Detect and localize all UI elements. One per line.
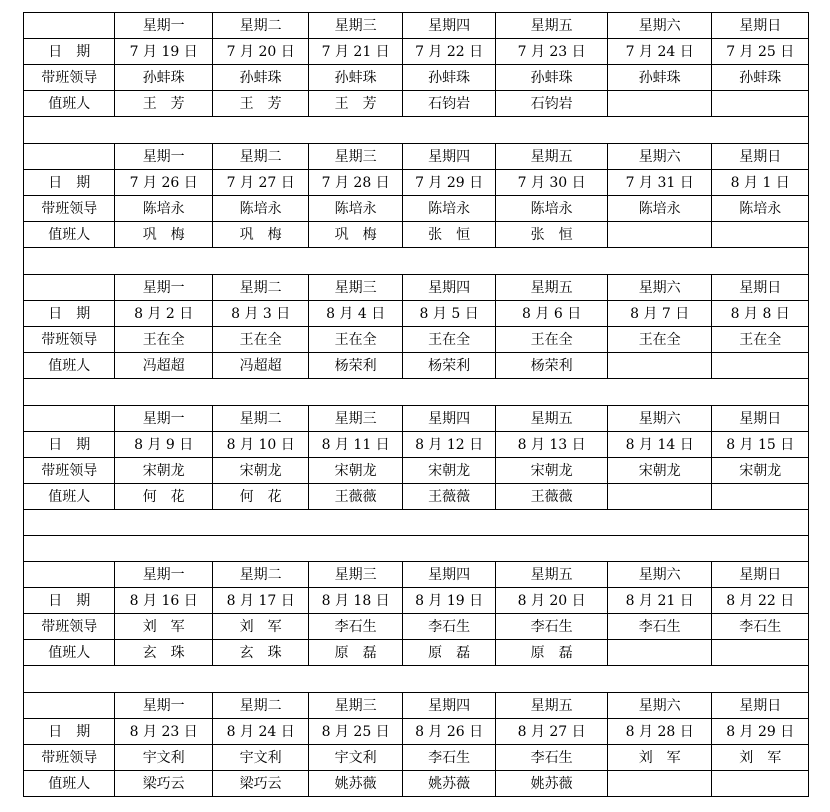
row-label-empty [24,275,115,301]
weekday-header: 星期一 [115,406,212,432]
leader-cell: 陈培永 [309,196,402,222]
leader-cell: 宋朝龙 [115,458,212,484]
date-cell: 7 月 25 日 [712,39,809,65]
on-duty-cell [712,771,809,797]
weekday-header: 星期六 [607,144,712,170]
week-separator-row [24,666,809,693]
leader-row [24,614,809,640]
leader-cell: 王在全 [115,327,212,353]
date-cell: 7 月 20 日 [212,39,308,65]
leader-cell: 孙蚌珠 [607,65,712,91]
on-duty-cell [607,771,712,797]
date-cell: 8 月 21 日 [607,588,712,614]
leader-cell: 孙蚌珠 [402,65,495,91]
leader-cell: 王在全 [309,327,402,353]
week-separator-row [24,536,809,562]
row-label-leader: 带班领导 [24,327,115,353]
leader-cell: 王在全 [607,327,712,353]
date-row [24,301,809,327]
on-duty-cell: 原 磊 [309,640,402,666]
date-cell: 8 月 17 日 [212,588,308,614]
date-cell: 8 月 22 日 [712,588,809,614]
weekday-header: 星期四 [402,13,495,39]
weekday-header: 星期一 [115,13,212,39]
leader-row [24,745,809,771]
on-duty-cell: 巩 梅 [309,222,402,248]
weekday-header: 星期四 [402,406,495,432]
weekday-header: 星期四 [402,275,495,301]
weekday-header: 星期三 [309,275,402,301]
weekday-header: 星期五 [496,144,608,170]
leader-cell: 刘 军 [712,745,809,771]
leader-cell: 李石生 [496,745,608,771]
on-duty-cell: 玄 珠 [115,640,212,666]
on-duty-cell: 杨荣利 [496,353,608,379]
on-duty-cell: 王 芳 [115,91,212,117]
on-duty-cell: 王 芳 [309,91,402,117]
leader-cell: 李石生 [402,745,495,771]
date-cell: 8 月 16 日 [115,588,212,614]
date-cell: 8 月 4 日 [309,301,402,327]
leader-cell: 李石生 [496,614,608,640]
on-duty-cell: 玄 珠 [212,640,308,666]
on-duty-cell: 原 磊 [402,640,495,666]
leader-cell: 陈培永 [496,196,608,222]
row-label-on-duty: 值班人 [24,484,115,510]
weekday-header: 星期五 [496,275,608,301]
on-duty-cell: 何 花 [212,484,308,510]
on-duty-row [24,484,809,510]
weekday-header: 星期五 [496,562,608,588]
row-label-leader: 带班领导 [24,745,115,771]
on-duty-cell [607,640,712,666]
leader-cell: 宇文利 [212,745,308,771]
weekday-header: 星期二 [212,13,308,39]
leader-cell: 宋朝龙 [607,458,712,484]
weekday-header: 星期五 [496,406,608,432]
week-separator [24,248,809,275]
on-duty-cell [607,222,712,248]
on-duty-cell: 梁巧云 [115,771,212,797]
on-duty-row [24,640,809,666]
leader-row [24,65,809,91]
date-cell: 7 月 30 日 [496,170,608,196]
leader-cell: 王在全 [212,327,308,353]
weekday-header: 星期三 [309,406,402,432]
date-cell: 7 月 22 日 [402,39,495,65]
date-cell: 8 月 7 日 [607,301,712,327]
row-label-empty [24,406,115,432]
date-cell: 7 月 19 日 [115,39,212,65]
on-duty-cell [712,484,809,510]
duty-schedule-table [23,12,809,797]
date-cell: 8 月 12 日 [402,432,495,458]
date-cell: 8 月 25 日 [309,719,402,745]
leader-row [24,327,809,353]
on-duty-cell: 王 芳 [212,91,308,117]
week-separator [24,379,809,406]
date-row [24,719,809,745]
row-label-leader: 带班领导 [24,614,115,640]
weekday-header: 星期三 [309,144,402,170]
row-label-leader: 带班领导 [24,458,115,484]
on-duty-cell: 何 花 [115,484,212,510]
weekday-header: 星期六 [607,13,712,39]
date-cell: 8 月 15 日 [712,432,809,458]
on-duty-cell: 冯超超 [212,353,308,379]
date-cell: 8 月 13 日 [496,432,608,458]
date-cell: 8 月 8 日 [712,301,809,327]
weekday-header: 星期一 [115,693,212,719]
leader-cell: 宇文利 [115,745,212,771]
weekday-header-row [24,406,809,432]
leader-cell: 李石生 [712,614,809,640]
weekday-header: 星期六 [607,275,712,301]
leader-cell: 陈培永 [212,196,308,222]
weekday-header: 星期三 [309,693,402,719]
date-cell: 8 月 27 日 [496,719,608,745]
weekday-header: 星期一 [115,144,212,170]
weekday-header: 星期日 [712,144,809,170]
weekday-header: 星期四 [402,693,495,719]
date-row [24,170,809,196]
leader-cell: 孙蚌珠 [212,65,308,91]
week-separator-row [24,117,809,144]
weekday-header: 星期日 [712,562,809,588]
date-cell: 8 月 2 日 [115,301,212,327]
on-duty-cell: 巩 梅 [115,222,212,248]
leader-cell: 李石生 [607,614,712,640]
on-duty-row [24,222,809,248]
weekday-header: 星期二 [212,562,308,588]
leader-cell: 王在全 [496,327,608,353]
weekday-header: 星期五 [496,693,608,719]
week-separator [24,666,809,693]
weekday-header: 星期日 [712,275,809,301]
leader-cell: 陈培永 [115,196,212,222]
weekday-header: 星期日 [712,406,809,432]
date-cell: 7 月 29 日 [402,170,495,196]
date-row [24,432,809,458]
row-label-date: 日 期 [24,719,115,745]
date-cell: 8 月 28 日 [607,719,712,745]
weekday-header: 星期四 [402,562,495,588]
on-duty-cell: 王薇薇 [496,484,608,510]
on-duty-row [24,91,809,117]
row-label-on-duty: 值班人 [24,222,115,248]
row-label-empty [24,144,115,170]
leader-cell: 刘 军 [212,614,308,640]
on-duty-cell [607,91,712,117]
leader-cell: 李石生 [402,614,495,640]
weekday-header: 星期六 [607,562,712,588]
leader-cell: 刘 军 [607,745,712,771]
week-separator-row [24,248,809,275]
date-cell: 8 月 14 日 [607,432,712,458]
date-cell: 8 月 24 日 [212,719,308,745]
schedule-body [24,13,809,797]
weekday-header: 星期六 [607,693,712,719]
row-label-date: 日 期 [24,301,115,327]
row-label-date: 日 期 [24,170,115,196]
on-duty-cell: 梁巧云 [212,771,308,797]
weekday-header: 星期二 [212,144,308,170]
week-separator-row [24,379,809,406]
date-cell: 8 月 1 日 [712,170,809,196]
date-cell: 8 月 9 日 [115,432,212,458]
date-cell: 8 月 3 日 [212,301,308,327]
on-duty-cell: 巩 梅 [212,222,308,248]
row-label-leader: 带班领导 [24,196,115,222]
date-cell: 7 月 21 日 [309,39,402,65]
date-row [24,588,809,614]
weekday-header: 星期一 [115,275,212,301]
leader-cell: 陈培永 [402,196,495,222]
date-cell: 7 月 27 日 [212,170,308,196]
row-label-date: 日 期 [24,588,115,614]
weekday-header: 星期二 [212,693,308,719]
leader-cell: 孙蚌珠 [309,65,402,91]
date-cell: 7 月 28 日 [309,170,402,196]
date-cell: 7 月 31 日 [607,170,712,196]
date-cell: 8 月 6 日 [496,301,608,327]
on-duty-cell: 王薇薇 [309,484,402,510]
weekday-header: 星期二 [212,275,308,301]
weekday-header: 星期一 [115,562,212,588]
leader-cell: 王在全 [712,327,809,353]
date-cell: 8 月 11 日 [309,432,402,458]
leader-cell: 陈培永 [712,196,809,222]
row-label-on-duty: 值班人 [24,771,115,797]
weekday-header-row [24,275,809,301]
date-cell: 8 月 29 日 [712,719,809,745]
week-separator [24,117,809,144]
row-label-leader: 带班领导 [24,65,115,91]
date-cell: 8 月 19 日 [402,588,495,614]
leader-cell: 宋朝龙 [402,458,495,484]
row-label-date: 日 期 [24,39,115,65]
leader-row [24,196,809,222]
date-row [24,39,809,65]
weekday-header: 星期三 [309,562,402,588]
on-duty-cell: 姚苏薇 [309,771,402,797]
on-duty-cell: 冯超超 [115,353,212,379]
weekday-header: 星期日 [712,13,809,39]
date-cell: 7 月 24 日 [607,39,712,65]
on-duty-cell [712,91,809,117]
weekday-header-row [24,562,809,588]
row-label-empty [24,693,115,719]
weekday-header: 星期六 [607,406,712,432]
on-duty-cell: 张 恒 [402,222,495,248]
row-label-on-duty: 值班人 [24,640,115,666]
date-cell: 8 月 5 日 [402,301,495,327]
weekday-header: 星期三 [309,13,402,39]
row-label-date: 日 期 [24,432,115,458]
weekday-header-row [24,693,809,719]
on-duty-cell: 杨荣利 [402,353,495,379]
leader-cell: 宋朝龙 [309,458,402,484]
on-duty-cell: 王薇薇 [402,484,495,510]
week-separator [24,510,809,536]
leader-cell: 李石生 [309,614,402,640]
date-cell: 8 月 20 日 [496,588,608,614]
leader-cell: 陈培永 [607,196,712,222]
row-label-on-duty: 值班人 [24,353,115,379]
leader-cell: 孙蚌珠 [496,65,608,91]
week-separator [24,536,809,562]
row-label-empty [24,13,115,39]
weekday-header-row [24,13,809,39]
weekday-header: 星期二 [212,406,308,432]
row-label-on-duty: 值班人 [24,91,115,117]
on-duty-cell [712,222,809,248]
on-duty-row [24,771,809,797]
leader-cell: 刘 军 [115,614,212,640]
leader-cell: 宋朝龙 [212,458,308,484]
leader-cell: 孙蚌珠 [115,65,212,91]
weekday-header: 星期五 [496,13,608,39]
on-duty-cell: 石钧岩 [402,91,495,117]
on-duty-cell [607,484,712,510]
leader-cell: 孙蚌珠 [712,65,809,91]
date-cell: 8 月 18 日 [309,588,402,614]
on-duty-cell: 杨荣利 [309,353,402,379]
leader-cell: 宋朝龙 [496,458,608,484]
leader-cell: 宇文利 [309,745,402,771]
on-duty-cell [712,353,809,379]
date-cell: 8 月 23 日 [115,719,212,745]
date-cell: 7 月 23 日 [496,39,608,65]
weekday-header: 星期日 [712,693,809,719]
on-duty-row [24,353,809,379]
date-cell: 8 月 26 日 [402,719,495,745]
on-duty-cell: 石钧岩 [496,91,608,117]
row-label-empty [24,562,115,588]
week-separator-row [24,510,809,536]
weekday-header: 星期四 [402,144,495,170]
on-duty-cell: 姚苏薇 [496,771,608,797]
on-duty-cell: 张 恒 [496,222,608,248]
on-duty-cell: 原 磊 [496,640,608,666]
weekday-header-row [24,144,809,170]
leader-row [24,458,809,484]
on-duty-cell [607,353,712,379]
on-duty-cell: 姚苏薇 [402,771,495,797]
date-cell: 8 月 10 日 [212,432,308,458]
leader-cell: 王在全 [402,327,495,353]
date-cell: 7 月 26 日 [115,170,212,196]
on-duty-cell [712,640,809,666]
leader-cell: 宋朝龙 [712,458,809,484]
